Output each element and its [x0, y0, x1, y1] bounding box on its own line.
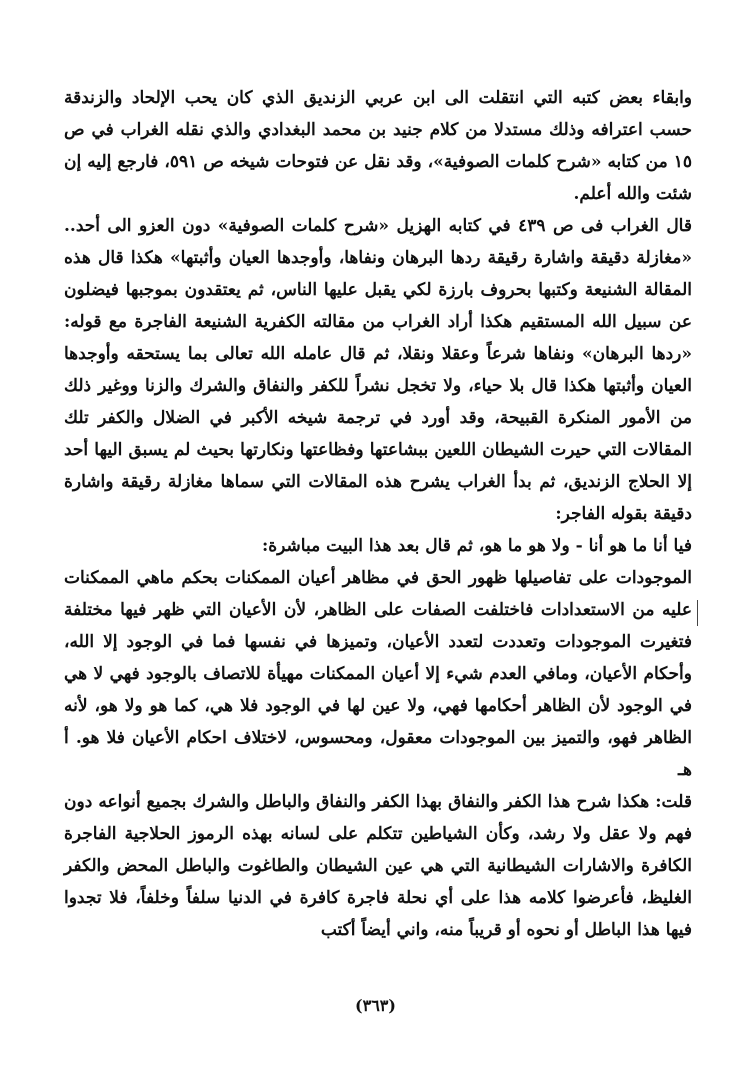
paragraph-4 — [64, 786, 692, 946]
paragraph-1-text: وابقاء بعض كتبه التي انتقلت الى ابن عربي الزنديق الذي كان يحب الإلحاد والزندقة حسب اعترافه وذلك مستدلا من كلام جنيد بن محمد البغدادي والذي نقله الغراب في ص ١٥ من كتابه «شرح كلمات الصوفية»، وقد نقل عن فتوحات شيخه ص ٥٩١، فارجع إليه إن شئت والله أعلم. — [64, 88, 692, 204]
paragraph-3 — [64, 562, 692, 786]
margin-mark — [697, 600, 698, 626]
paragraph-1 — [64, 82, 692, 210]
page-number: (٣٦٣) — [355, 996, 396, 1015]
paragraph-3-text: الموجودات على تفاصيلها ظهور الحق في مظاهر أعيان الممكنات بحكم ماهي الممكنات عليه من الاستعدادات فاختلفت الصفات على الظاهر، لأن الأعيان التي ظهر فيها مختلفة فتغيرت الموجودات وتعددت لتعدد الأعيان، وتميزها في نفسها فما في الوجود إلا الله، وأحكام الأعيان، ومافي العدم شيء إلا أعيان الممكنات مهيأة للاتصاف بالوجود فهي لا هي في الوجود لأن الظاهر أحكامها فهي، ولا عين لها في الوجود فلا هي، كما هو ولا هو، لأنه الظاهر فهو، والتميز بين الموجودات معقول، ومحسوس، لاختلاف احكام الأعيان فلا هو. أ هـ — [64, 568, 692, 780]
paragraph-2-text: قال الغراب فى ص ٤٣٩ في كتابه الهزيل «شرح كلمات الصوفية» دون العزو الى أحد.. «مغازلة دقيقة واشارة رقيقة ردها البرهان ونفاها، وأوجدها العيان وأثبتها» هكذا قال هذه المقالة الشنيعة وكتبها بحروف بارزة لكي يقبل عليها الناس، ثم يعتقدون بموجبها فيضلون عن سبيل الله المستقيم هكذا أراد الغراب من مقالته الكفرية الشنيعة الفاجرة مع قوله: «ردها البرهان» ونفاها شرعاً وعقلا ونقلا، ثم قال عامله الله تعالى بما يستحقه وأوجدها العيان وأثبتها هكذا قال بلا حياء، ولا تخجل نشراً للكفر والنفاق والشرك والزنا ووغير ذلك من الأمور المنكرة القبيحة، وقد أورد في ترجمة شيخه الأكبر في الضلال والكفر تلك المقالات التي حيرت الشيطان اللعين ببشاعتها وفظاعتها ونكارتها بحيث لم يسبق اليها أحد إلا الحلاج الزنديق، ثم بدأ الغراب يشرح هذه المقالات التي سماها مغازلة رقيقة واشارة دقيقة بقوله الفاجر: — [64, 216, 692, 524]
paragraph-4-text: قلت: هكذا شرح هذا الكفر والنفاق بهذا الكفر والنفاق والباطل والشرك بجميع أنواعه دون فهم ولا عقل ولا رشد، وكأن الشياطين تتكلم على لسانه بهذه الرموز الحلاجية الفاجرة الكافرة والاشارات الشيطانية التي هي عين الشيطان والطاغوت والباطل المحض والكفر الغليظ، فأعرضوا كلامه هذا على أي نحلة فاجرة كافرة في الدنيا سلفاً وخلفاً، فلا تجدوا فيها هذا الباطل أو نحوه أو قريباً منه، واني أيضاً أكتب — [64, 792, 692, 940]
verse-line-text: فيا أنا ما هو أنا - ولا هو ما هو، ثم قال بعد هذا البيت مباشرة: — [262, 536, 692, 556]
paragraph-2 — [64, 210, 692, 530]
verse-line — [64, 530, 692, 562]
